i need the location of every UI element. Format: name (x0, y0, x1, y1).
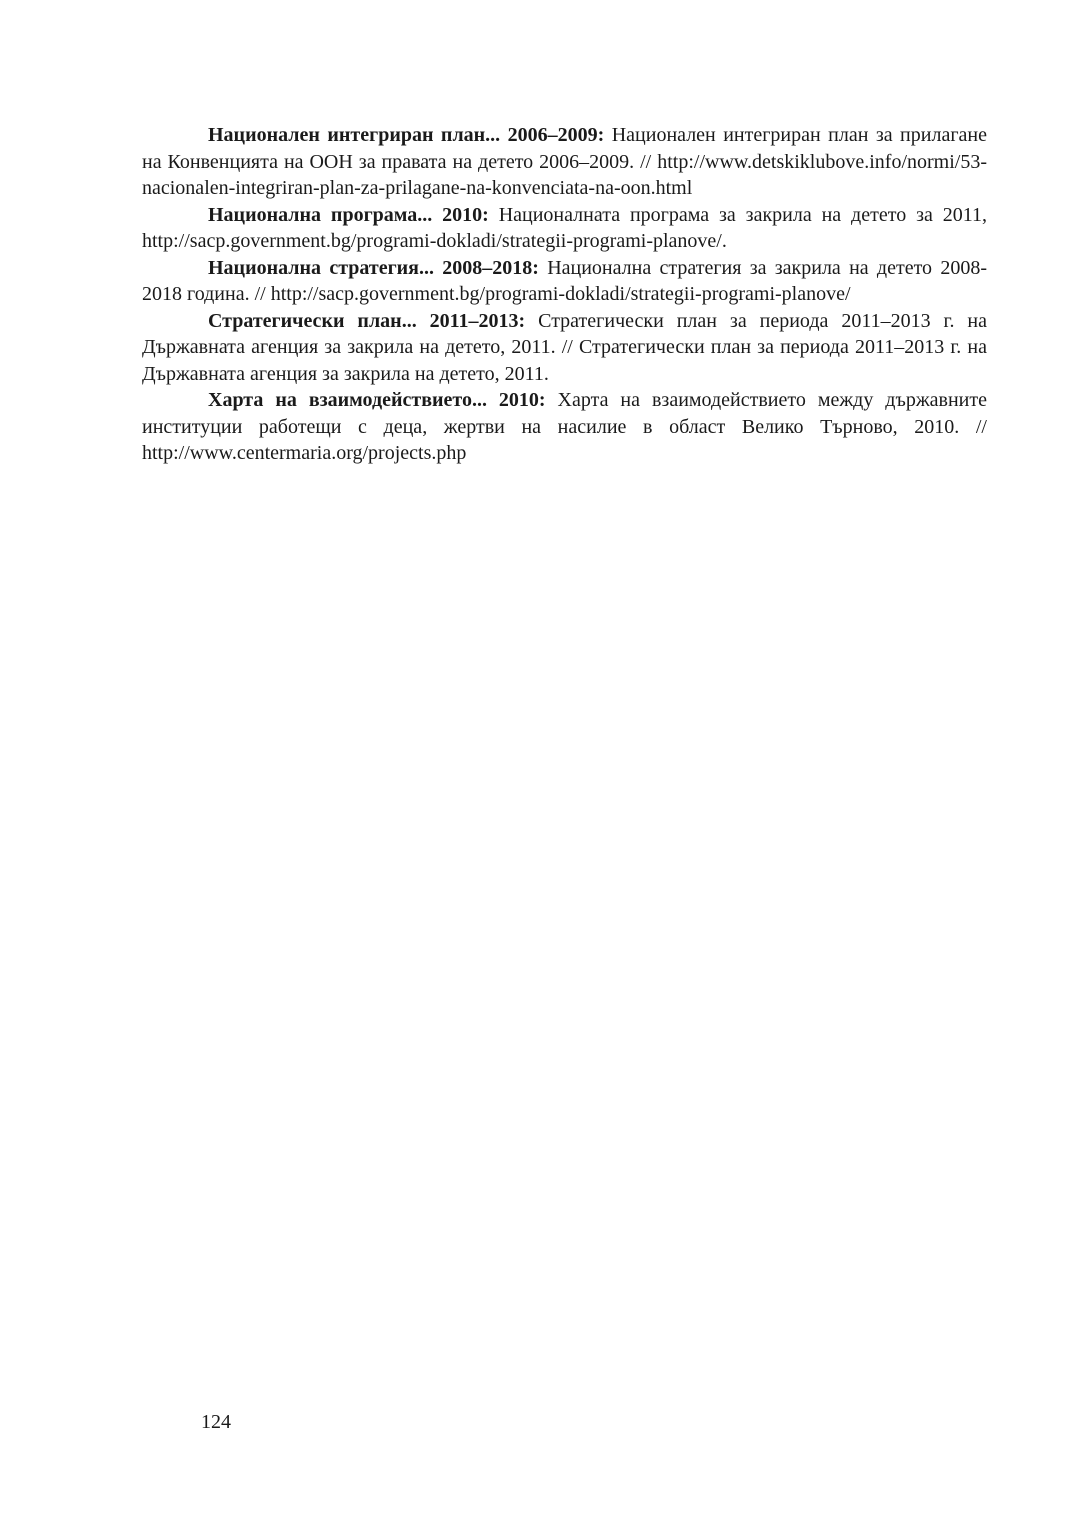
page-number: 124 (201, 1411, 231, 1433)
entry-term: Харта на взаимодействието... 2010: (208, 389, 546, 411)
entry-term: Стратегически план... 2011–2013: (208, 309, 526, 332)
entry-text: Национална стратегия за закрила на детето 2008-2018 година. // http://sacp.government.bg/programi-dokladi/strategii-programi-planove/ (142, 256, 987, 305)
entry-term: Национален интегриран план... 2006–2009: (208, 124, 605, 146)
bibliography-entry (142, 202, 987, 255)
bibliography-list (142, 122, 987, 467)
entry-text: Стратегически план за периода 2011–2013 г. на Държавната агенция за закрила на детето, 2011. // Стратегически план за периода 2011–2013 г. на Държавната агенция за закрила на детето, 2011. (142, 309, 987, 385)
entry-term: Национална стратегия... 2008–2018: (208, 256, 539, 279)
bibliography-entry (142, 122, 987, 202)
entry-text: Национален интегриран план за прилагане на Конвенцията на ООН за правата на детето 2006–2009. // http://www.detskiklubove.info/normi/53-nacionalen-integriran-plan-za-prilagane-na-konvenciata-na-oon.html (142, 124, 987, 199)
bibliography-entry (142, 255, 987, 308)
bibliography-entry (142, 387, 987, 467)
bibliography-entry (142, 308, 987, 388)
entry-term: Национална програма... 2010: (208, 203, 489, 226)
entry-text: Националната програма за закрила на детето за 2011, http://sacp.government.bg/programi-dokladi/strategii-programi-planove/. (142, 203, 987, 252)
entry-text: Харта на взаимодействието между държавните институции работещи с деца, жертви на насилие в област Велико Търново, 2010. // http://www.centermaria.org/projects.php (142, 389, 987, 464)
